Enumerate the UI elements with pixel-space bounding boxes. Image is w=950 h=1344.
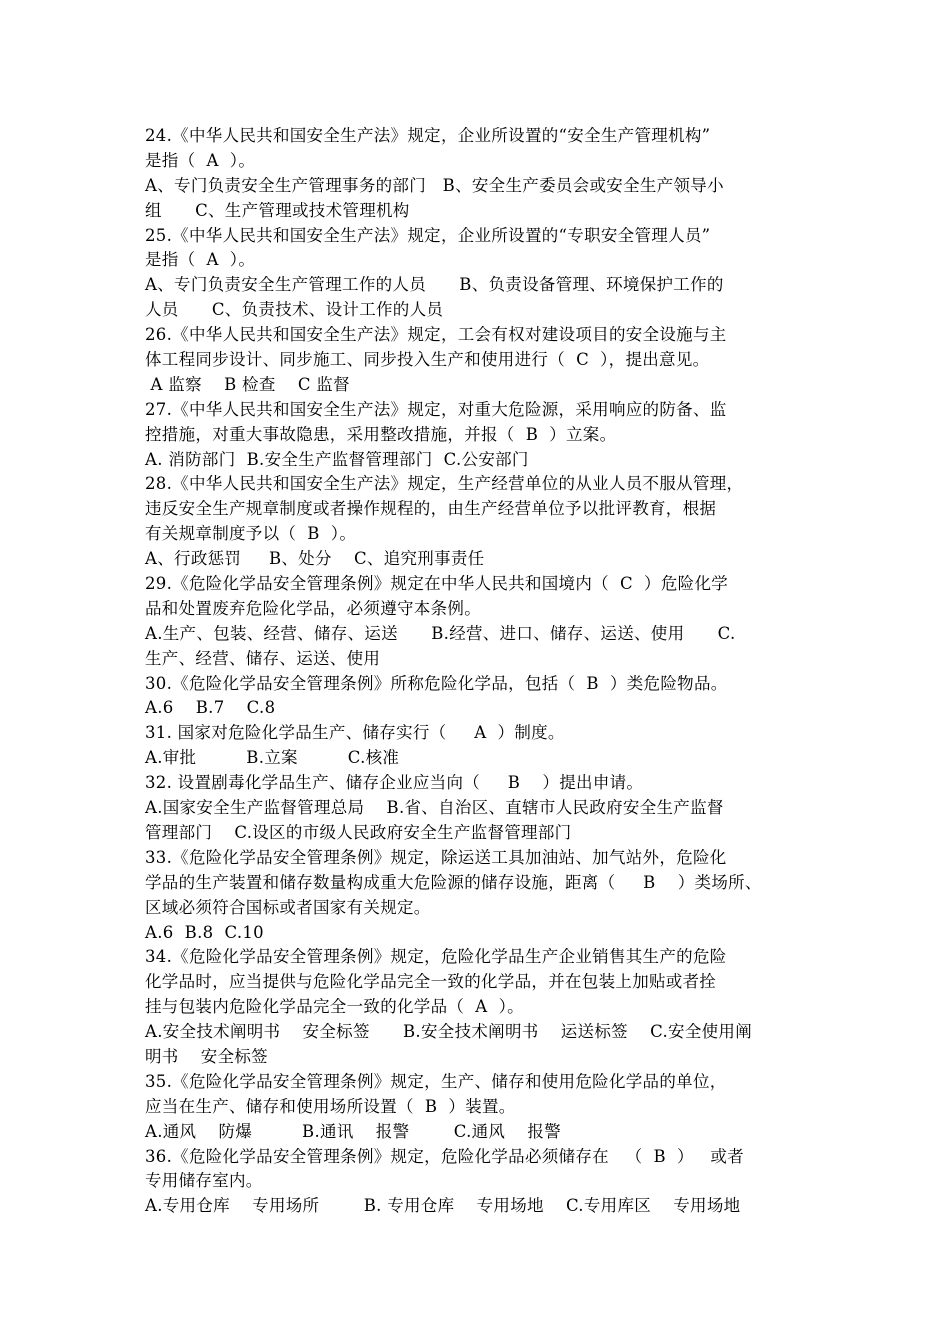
text-line: 26.《中华人民共和国安全生产法》规定，工会有权对建设项目的安全设施与主 [145,325,727,345]
text-line: 是指（ A ）。 [145,150,256,170]
text-line: 28.《中华人民共和国安全生产法》规定，生产经营单位的从业人员不服从管理， [145,474,744,494]
text-line: 控措施，对重大事故隐患，采用整改措施，并报（ B ）立案。 [145,424,617,444]
text-line: A.审批 B.立案 C.核准 [145,748,400,768]
document-body [145,124,817,1219]
text-line: A. 消防部门 B.安全生产监督管理部门 C.公安部门 [145,449,529,469]
text-line: 35.《危险化学品安全管理条例》规定，生产、储存和使用危险化学品的单位， [145,1071,727,1091]
text-line: 29.《危险化学品安全管理条例》规定在中华人民共和国境内（ C ）危险化学 [145,574,729,594]
text-line: 化学品时，应当提供与危险化学品完全一致的化学品，并在包装上加贴或者拴 [145,972,717,992]
text-line: 组 C、生产管理或技术管理机构 [145,200,410,220]
text-line: A、行政惩罚 B、处分 C、追究刑事责任 [145,549,485,569]
text-line: A.生产、包装、经营、储存、运送 B.经营、进口、储存、运送、使用 C. [145,623,736,643]
text-line: 人员 C、负责技术、设计工作的人员 [145,300,444,320]
text-line: A.6 B.7 C.8 [145,698,276,718]
text-line: A.国家安全生产监督管理总局 B.省、自治区、直辖市人民政府安全生产监督 [145,798,724,818]
text-line: 32. 设置剧毒化学品生产、储存企业应当向（ B ）提出申请。 [145,773,644,793]
text-line: A.专用仓库 专用场所 B. 专用仓库 专用场地 C.专用库区 专用场地 [145,1196,741,1216]
text-line: 专用储存室内。 [145,1171,263,1191]
text-line: 31. 国家对危险化学品生产、储存实行（ A ）制度。 [145,723,565,743]
text-line: 24.《中华人民共和国安全生产法》规定，企业所设置的“安全生产管理机构” [145,126,711,145]
text-line: 34.《危险化学品安全管理条例》规定，危险化学品生产企业销售其生产的危险 [145,947,727,967]
text-line: A、专门负责安全生产管理工作的人员 B、负责设备管理、环境保护工作的 [145,275,724,295]
text-line: A.6 B.8 C.10 [145,922,264,942]
text-line: 是指（ A ）。 [145,250,256,270]
text-line: 区域必须符合国标或者国家有关规定。 [145,897,431,917]
text-line: 学品的生产装置和储存数量构成重大危险源的储存设施，距离（ B ）类场所、 [145,872,762,892]
text-line: 体工程同步设计、同步施工、同步投入生产和使用进行（ C ），提出意见。 [145,350,710,370]
text-line: 挂与包装内危险化学品完全一致的化学品（ A ）。 [145,997,524,1017]
text-line: 应当在生产、储存和使用场所设置（ B ）装置。 [145,1096,516,1116]
text-line: 明书 安全标签 [145,1046,268,1066]
text-line: 30.《危险化学品安全管理条例》所称危险化学品，包括（ B ）类危险物品。 [145,673,728,693]
text-line: A 监察 B 检查 C 监督 [145,374,350,394]
text-line: 33.《危险化学品安全管理条例》规定，除运送工具加油站、加气站外，危险化 [145,847,727,867]
text-line: 27.《中华人民共和国安全生产法》规定，对重大危险源，采用响应的防备、监 [145,399,727,419]
text-line: 品和处置废弃危险化学品，必须遵守本条例。 [145,598,481,618]
text-line: 有关规章制度予以（ B ）。 [145,524,357,544]
text-line: A.通风 防爆 B.通讯 报警 C.通风 报警 [145,1121,562,1141]
text-line: A、专门负责安全生产管理事务的部门 B、安全生产委员会或安全生产领导小 [145,175,724,195]
text-line: 36.《危险化学品安全管理条例》规定，危险化学品必须储存在 （ B ） 或者 [145,1146,745,1166]
text-line: 违反安全生产规章制度或者操作规程的，由生产经营单位予以批评教育，根据 [145,499,717,519]
text-line: 生产、经营、储存、运送、使用 [145,648,381,668]
text-line: 管理部门 C.设区的市级人民政府安全生产监督管理部门 [145,822,572,842]
text-line: A.安全技术阐明书 安全标签 B.安全技术阐明书 运送标签 C.安全使用阐 [145,1022,753,1042]
text-line: 25.《中华人民共和国安全生产法》规定，企业所设置的“专职安全管理人员” [145,225,711,245]
